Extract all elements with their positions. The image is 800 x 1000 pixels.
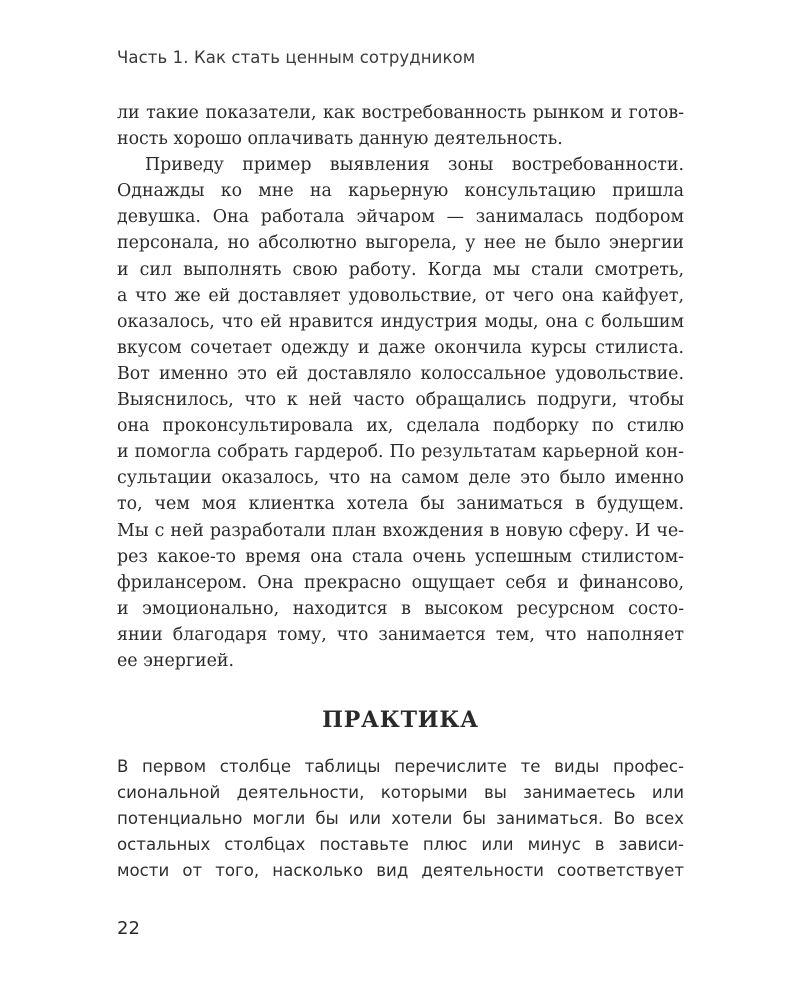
text-line: и сил выполнять свою работу. Когда мы стали смотреть,: [117, 259, 684, 280]
text-line: сиональной деятельности, которыми вы занимаетесь или: [117, 783, 684, 803]
text-line: девушка. Она работала эйчаром — занималась подбором: [117, 207, 684, 228]
text-line: вкусом сочетает одежду и даже окончила курсы стилиста.: [117, 337, 684, 358]
text-line: Однажды ко мне на карьерную консультацию пришла: [117, 181, 684, 202]
text-line: остальных столбцах поставьте плюс или минус в зависи-: [117, 835, 684, 855]
text-line: ли такие показатели, как востребованность рынком и готов-: [117, 103, 684, 123]
section-heading: ПРАКТИКА: [322, 707, 479, 733]
text-line: ее энергией.: [117, 650, 234, 671]
text-line: Мы с ней разработали план вхождения в новую сферу. И че-: [117, 520, 684, 541]
text-line: и эмоционально, находится в высоком ресурсном состо-: [117, 598, 684, 619]
text-line: сультации оказалось, что на самом деле это было именно: [117, 468, 684, 489]
text-line: рез какое-то время она стала очень успешным стилистом-: [117, 546, 684, 567]
text-line: она проконсультировала их, сделала подборку по стилю: [117, 416, 684, 437]
page-number: 22: [117, 918, 140, 939]
body-text: [117, 100, 684, 674]
text-line: и помогла собрать гардероб. По результатам карьерной кон-: [117, 442, 684, 463]
text-line: Вот именно это ей доставляло колоссальное удовольствие.: [117, 363, 684, 384]
text-line: мости от того, насколько вид деятельности соответствует: [117, 861, 684, 881]
text-line: Приведу пример выявления зоны востребованности.: [145, 155, 684, 176]
text-line: Выяснилось, что к ней часто обращались подруги, чтобы: [117, 390, 684, 411]
text-line: ность хорошо оплачивать данную деятельность.: [117, 129, 563, 150]
text-line: то, чем моя клиентка хотела бы заниматься в будущем.: [117, 494, 684, 515]
text-line: персонала, но абсолютно выгорела, у нее не было энергии: [117, 233, 684, 254]
text-line: фрилансером. Она прекрасно ощущает себя и финансово,: [117, 572, 684, 593]
running-head: Часть 1. Как стать ценным сотрудником: [117, 48, 476, 67]
text-line: потенциально могли бы или хотели бы заниматься. Во всех: [117, 809, 684, 829]
text-line: а что же ей доставляет удовольствие, от чего она кайфует,: [117, 285, 684, 306]
text-line: В первом столбце таблицы перечислите те виды профес-: [117, 757, 684, 776]
text-line: оказалось, что ей нравится индустрия моды, она с большим: [117, 311, 684, 332]
practice-text: [117, 754, 684, 884]
text-line: янии благодаря тому, что занимается тем, что наполняет: [117, 624, 684, 645]
